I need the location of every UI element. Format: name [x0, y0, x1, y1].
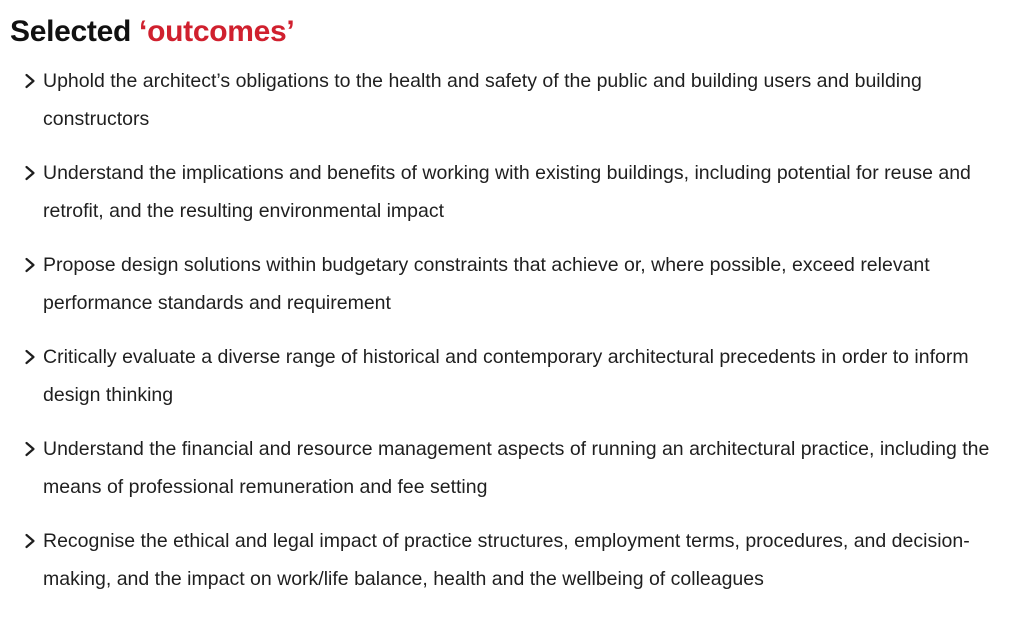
- chevron-right-icon: [24, 338, 43, 376]
- chevron-right-icon: [24, 522, 43, 560]
- section-title-highlight: ‘outcomes’: [139, 15, 295, 48]
- outcome-text: Uphold the architect’s obligations to the health and safety of the public and building users and building constructors: [43, 70, 922, 130]
- list-item: [10, 154, 1019, 230]
- chevron-right-icon: [24, 154, 43, 192]
- outcome-text: Critically evaluate a diverse range of historical and contemporary architectural precedents in order to inform design thinking: [43, 346, 969, 406]
- section-title-prefix: Selected: [10, 15, 140, 48]
- chevron-right-icon: [24, 246, 43, 284]
- chevron-right-icon: [24, 430, 43, 468]
- list-item: [10, 430, 1019, 506]
- outcome-text: Recognise the ethical and legal impact of practice structures, employment terms, procedures, and decision-making, and the impact on work/life balance, health and the wellbeing of colleagues: [43, 530, 970, 590]
- list-item: [10, 62, 1019, 138]
- outcome-text: Propose design solutions within budgetary constraints that achieve or, where possible, exceed relevant performance standards and requirement: [43, 254, 930, 314]
- outcome-text: Understand the implications and benefits of working with existing buildings, including potential for reuse and retrofit, and the resulting environmental impact: [43, 162, 971, 222]
- chevron-right-icon: [24, 62, 43, 100]
- section-title: [10, 14, 1019, 50]
- list-item: [10, 522, 1019, 598]
- outcomes-list: [10, 62, 1019, 598]
- list-item: [10, 338, 1019, 414]
- outcome-text: Understand the financial and resource management aspects of running an architectural practice, including the means of professional remuneration and fee setting: [43, 438, 990, 498]
- list-item: [10, 246, 1019, 322]
